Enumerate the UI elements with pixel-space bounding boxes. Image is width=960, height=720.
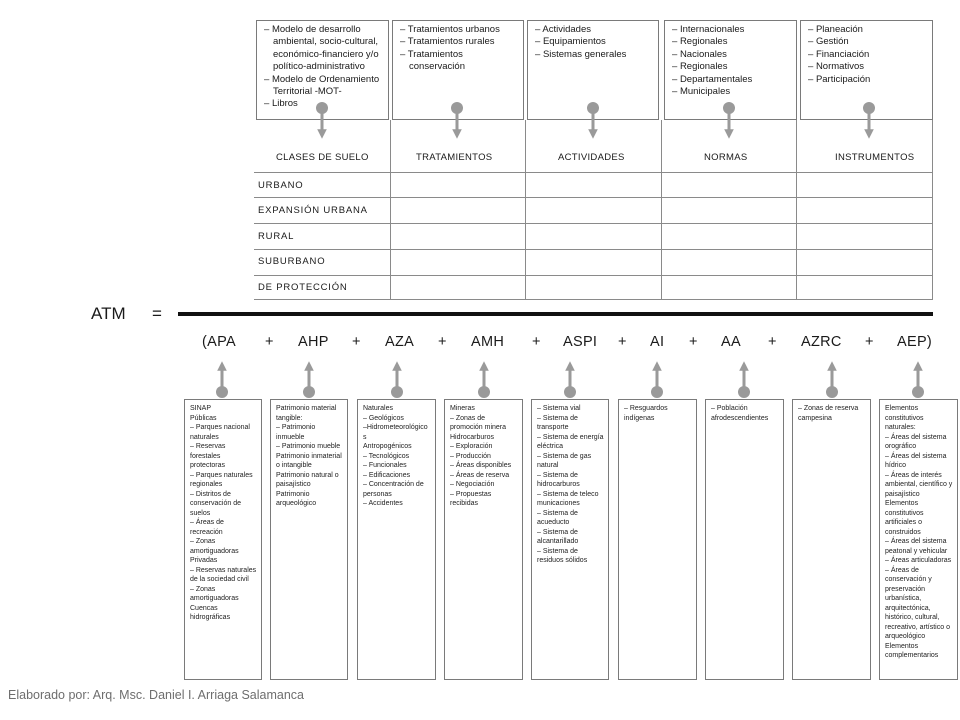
plus-sign: +: [265, 334, 274, 350]
arrow-down-icon: [451, 102, 463, 134]
list-item: – Áreas de conservación y preservación urbanística, arquitectónica, histórico, cultural, recreativo, artístico o arqueológico: [885, 566, 950, 640]
list-item: – Negociación: [450, 481, 495, 488]
term-amh: AMH: [471, 334, 505, 350]
list-item: – Patrimonio inmueble: [276, 424, 316, 441]
list-item: – Edificaciones: [363, 471, 411, 479]
arrow-up-icon: [564, 366, 576, 398]
list-item: Privadas: [190, 557, 218, 564]
term-aep: AEP): [897, 334, 933, 350]
arrow-up-icon: [651, 366, 663, 398]
bottom-box-aa: [705, 399, 784, 680]
term-aza: AZA: [385, 334, 415, 350]
arrow-down-icon: [587, 102, 599, 134]
bottom-box-aza: [357, 399, 436, 680]
plus-sign: +: [865, 334, 874, 350]
author-credit: Elaborado por: Arq. Msc. Daniel I. Arriaga Salamanca: [8, 688, 304, 702]
list-item: – Equipamientos: [534, 36, 654, 48]
list-item: – Participación: [807, 74, 928, 86]
list-item: Elementos constitutivos artificiales o construidos: [885, 500, 924, 536]
list-item: – Parques nacional naturales: [190, 424, 250, 441]
plus-sign: +: [689, 334, 698, 350]
list-item: – Áreas del sistema peatonal y vehicular: [885, 538, 948, 555]
list-item: Elementos complementarios: [885, 642, 939, 659]
arrow-down-icon: [863, 102, 875, 134]
list-item: – Funcionales: [363, 462, 407, 469]
list-item: – Internacionales: [671, 24, 792, 36]
list-item: – Concentración de personas: [363, 481, 424, 498]
list-item: – Propuestas recibidas: [450, 490, 492, 507]
plus-sign: +: [532, 334, 541, 350]
list-item: – Áreas de reserva: [450, 471, 510, 479]
list-item: – Áreas disponibles: [450, 462, 512, 469]
term-aspi: ASPI: [563, 334, 598, 350]
list-item: – Áreas de recreación: [190, 519, 224, 536]
header-instrumentos: INSTRUMENTOS: [835, 152, 915, 163]
arrow-down-icon: [723, 102, 735, 134]
list-item: – Tecnológicos: [363, 452, 410, 460]
list-item: – Libros: [263, 98, 384, 110]
list-item: – Regionales: [671, 61, 792, 73]
row-label-de-proteccion: DE PROTECCIÓN: [258, 282, 348, 293]
list-item: Patrimonio arqueológico: [276, 490, 317, 507]
list-item: – Zonas de promoción minera: [450, 414, 507, 431]
arrow-down-icon: [316, 102, 328, 134]
list-item: – Producción: [450, 452, 491, 460]
plus-sign: +: [438, 334, 447, 350]
list-item: Antropogénicos: [363, 443, 412, 450]
list-item: – Sistema de transporte: [537, 414, 578, 431]
list-item: – Regionales: [671, 36, 792, 48]
list-item: Patrimonio material tangible:: [276, 405, 337, 422]
plus-sign: +: [768, 334, 777, 350]
bottom-box-ahp: [270, 399, 348, 680]
list-item: – Tratamientos rurales: [399, 36, 519, 48]
list-item: Patrimonio inmaterial o intangible: [276, 452, 342, 469]
list-item: – Sistema vial: [537, 405, 581, 412]
list-item: – Financiación: [807, 49, 928, 61]
list-item: – Departamentales: [671, 74, 792, 86]
list-item: – Sistemas generales: [534, 49, 654, 61]
list-item: – Tratamientos urbanos: [399, 24, 519, 36]
list-item: – Sistema de gas natural: [537, 452, 592, 469]
list-item: – Modelo de Ordenamiento Territorial -MOT-: [263, 74, 384, 99]
list-item: Naturales: [363, 405, 393, 412]
list-item: Elementos constitutivos naturales:: [885, 405, 924, 431]
list-item: – Modelo de desarrollo ambiental, socio-cultural, económico-financiero y/o político-administrativo: [263, 24, 384, 74]
list-item: SINAP: [190, 405, 212, 412]
term-apa: (APA: [202, 334, 236, 350]
arrow-up-icon: [738, 366, 750, 398]
list-item: – Sistema de alcantarillado: [537, 528, 579, 545]
arrow-up-icon: [303, 366, 315, 398]
list-item: – Reservas naturales de la sociedad civil: [190, 566, 257, 583]
list-item: – Áreas articuladoras: [885, 557, 952, 564]
arrow-up-icon: [912, 366, 924, 398]
list-item: Cuencas hidrográficas: [190, 604, 231, 621]
list-item: – Exploración: [450, 443, 493, 450]
list-item: – Gestión: [807, 36, 928, 48]
list-item: – Nacionales: [671, 49, 792, 61]
list-item: – Áreas del sistema orográfico: [885, 433, 947, 450]
term-ahp: AHP: [298, 334, 329, 350]
list-item: – Áreas de interés ambiental, científico y paisajístico: [885, 471, 953, 498]
list-item: – Accidentes: [363, 500, 403, 507]
row-label-suburbano: SUBURBANO: [258, 256, 326, 267]
arrow-up-icon: [391, 366, 403, 398]
equation-lhs: ATM: [91, 304, 126, 323]
list-item: – Distritos de conservación de suelos: [190, 490, 241, 517]
header-normas: NORMAS: [704, 152, 748, 163]
bottom-box-amh: [444, 399, 523, 680]
list-item: – Patrimonio mueble: [276, 443, 341, 450]
list-item: – Actividades: [534, 24, 654, 36]
list-item: – Municipales: [671, 86, 792, 98]
list-item: Patrimonio natural o paisajístico: [276, 471, 339, 488]
list-item: – Normativos: [807, 61, 928, 73]
term-azrc: AZRC: [801, 334, 842, 350]
bottom-box-ai: [618, 399, 697, 680]
list-item: – Resguardos indígenas: [624, 405, 668, 422]
equation-equals: =: [152, 304, 162, 323]
term-ai: AI: [650, 334, 665, 350]
list-item: –Hidrometeorológicos: [363, 424, 428, 441]
list-item: – Zonas amortiguadoras: [190, 585, 239, 602]
list-item: – Sistema de hidrocarburos: [537, 471, 580, 488]
list-item: – Planeación: [807, 24, 928, 36]
term-aa: AA: [721, 334, 741, 350]
plus-sign: +: [352, 334, 361, 350]
bottom-box-aspi: [531, 399, 609, 680]
list-item: – Reservas forestales protectoras: [190, 443, 226, 469]
list-item: – Sistema de acueducto: [537, 509, 578, 526]
plus-sign: +: [618, 334, 627, 350]
list-item: – Zonas amortiguadoras: [190, 538, 239, 555]
arrow-up-icon: [826, 366, 838, 398]
list-item: – Sistema de energía eléctrica: [537, 433, 604, 450]
arrow-up-icon: [478, 366, 490, 398]
bottom-box-aep: [879, 399, 958, 680]
list-item: Mineras: [450, 405, 475, 412]
list-item: – Parques naturales regionales: [190, 471, 253, 488]
row-label-urbano: URBANO: [258, 180, 304, 191]
header-tratamientos: TRATAMIENTOS: [416, 152, 493, 163]
bottom-box-apa: [184, 399, 262, 680]
list-item: – Geológicos: [363, 414, 404, 422]
list-item: Públicas: [190, 414, 217, 422]
list-item: – Sistema de residuos sólidos: [537, 547, 588, 564]
list-item: – Tratamientos conservación: [399, 49, 519, 74]
arrow-up-icon: [216, 366, 228, 398]
list-item: – Zonas de reserva campesina: [798, 405, 859, 422]
list-item: – Áreas del sistema hídrico: [885, 452, 947, 469]
row-label-rural: RURAL: [258, 231, 295, 242]
header-actividades: ACTIVIDADES: [558, 152, 625, 163]
bottom-box-azrc: [792, 399, 871, 680]
list-item: – Población afrodescendientes: [711, 405, 769, 422]
list-item: – Sistema de telecomunicaciones: [537, 490, 599, 507]
header-clases-de-suelo: CLASES DE SUELO: [276, 152, 369, 163]
list-item: Hidrocarburos: [450, 433, 494, 441]
row-label-expansion-urbana: EXPANSIÓN URBANA: [258, 205, 368, 216]
